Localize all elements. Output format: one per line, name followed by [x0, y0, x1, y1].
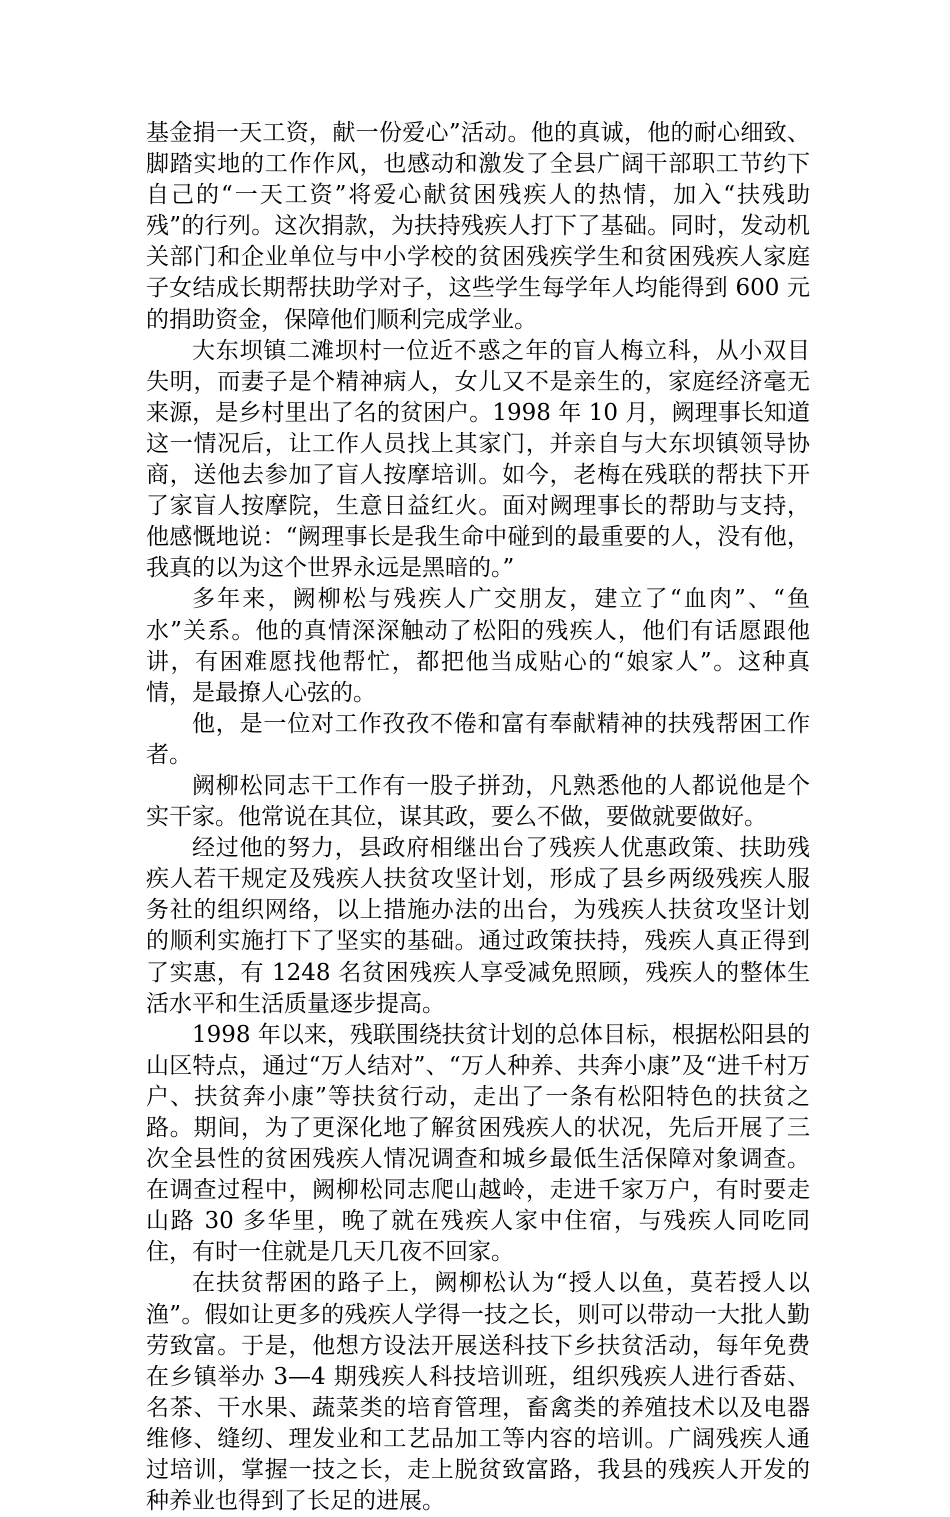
- paragraph-dedication-summary: 他，是一位对工作孜孜不倦和富有奉献精神的扶残帮困工作者。: [146, 710, 810, 768]
- paragraph-blind-man-story: 大东坝镇二滩坝村一位近不惑之年的盲人梅立科，从小双目失明，而妻子是个精神病人，女儿又不是亲生的，家庭经济毫无来源，是乡村里出了名的贫困户。1998 年 10 月，阙理事长知道这一情况后，让工作人员找上其家门，并亲自与大东坝镇领导协商，送他去参加了盲人按摩培训。如今，老梅在残联的帮扶下开了家盲人按摩院，生意日益红火。面对阙理事长的帮助与支持，他感慨地说：“阙理事长是我生命中碰到的最重要的人，没有他，我真的以为这个世界永远是黑暗的。”: [146, 337, 810, 582]
- paragraph-skills-training: 在扶贫帮困的路子上，阙柳松认为“授人以鱼，莫若授人以渔”。假如让更多的残疾人学得一技之长，则可以带动一大批人勤劳致富。于是，他想方设法开展送科技下乡扶贫活动，每年免费在乡镇举办 3—4 期残疾人科技培训班，组织残疾人进行香菇、名茶、干水果、蔬菜类的培育管理，畜禽类的养殖技术以及电器维修、缝纫、理发业和工艺品加工等内容的培训。广阔残疾人通过培训，掌握一技之长，走上脱贫致富路，我县的残疾人开发的种养业也得到了长足的进展。: [146, 1270, 810, 1515]
- paragraph-hardworking: 阙柳松同志干工作有一股子拼劲，凡熟悉他的人都说他是个实干家。他常说在其位，谋其政，要么不做，要做就要做好。: [146, 772, 810, 831]
- document-page: [146, 118, 810, 1517]
- paragraph-friendship: 多年来，阙柳松与残疾人广交朋友，建立了“血肉”、“鱼水”关系。他的真情深深触动了松阳的残疾人，他们有话愿跟他讲，有困难愿找他帮忙，都把他当成贴心的“娘家人”。这种真情，是最撩人心弦的。: [146, 586, 810, 706]
- paragraph-donation-activity: 基金捐一天工资，献一份爱心”活动。他的真诚，他的耐心细致、脚踏实地的工作作风，也感动和激发了全县广阔干部职工节约下自己的“一天工资”将爱心献贫困残疾人的热情，加入“扶残助残”的行列。这次捐款，为扶持残疾人打下了基础。同时，发动机关部门和企业单位与中小学校的贫困残疾学生和贫困残疾人家庭子女结成长期帮扶助学对子，这些学生每学年人均能得到 600 元的捐助资金，保障他们顺利完成学业。: [146, 120, 810, 333]
- paragraph-policy-support: 经过他的努力，县政府相继出台了残疾人优惠政策、扶助残疾人若干规定及残疾人扶贫攻坚计划，形成了县乡两级残疾人服务社的组织网络，以上措施办法的出台，为残疾人扶贫攻坚计划的顺利实施打下了坚实的基础。通过政策扶持，残疾人真正得到了实惠，有 1248 名贫困残疾人享受减免照顾，残疾人的整体生活水平和生活质量逐步提高。: [146, 835, 810, 1017]
- paragraph-poverty-survey: 1998 年以来，残联围绕扶贫计划的总体目标，根据松阳县的山区特点，通过“万人结对”、“万人种养、共奔小康”及“进千村万户、扶贫奔小康”等扶贫行动，走出了一条有松阳特色的扶贫之路。期间，为了更深化地了解贫困残疾人的状况，先后开展了三次全县性的贫困残疾人情况调查和城乡最低生活保障对象调查。在调查过程中，阙柳松同志爬山越岭，走进千家万户，有时要走山路 30 多华里，晚了就在残疾人家中住宿，与残疾人同吃同住，有时一住就是几天几夜不回家。: [146, 1021, 810, 1266]
